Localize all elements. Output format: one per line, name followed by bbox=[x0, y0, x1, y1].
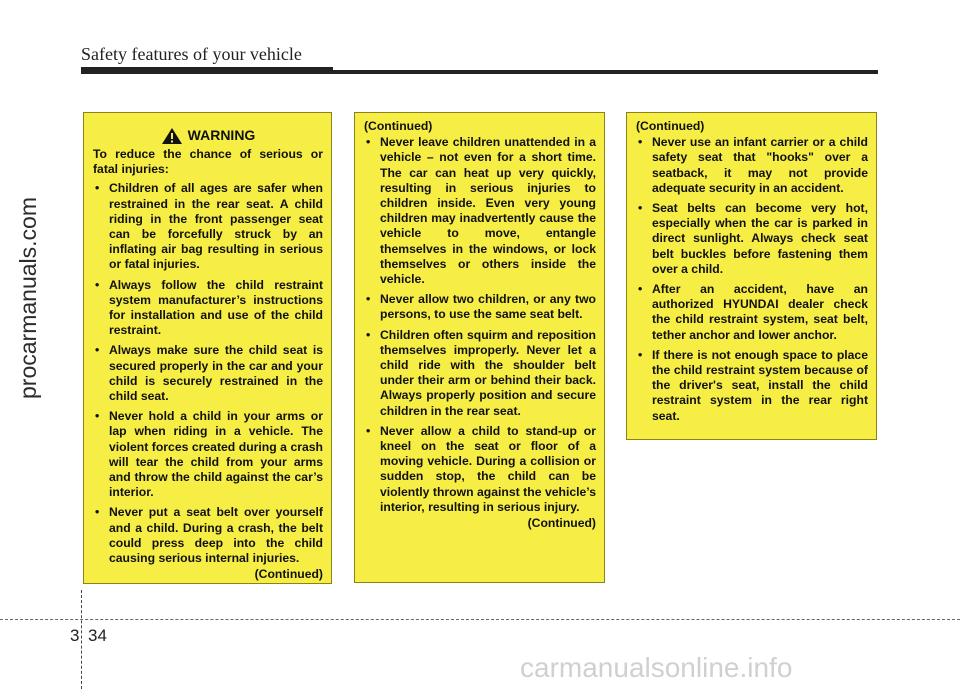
continued-top-label: (Continued) bbox=[364, 119, 433, 133]
side-watermark: procarmanuals.com bbox=[15, 197, 41, 399]
list-item: • Never allow two children, or any two persons, to use the same seat belt. bbox=[366, 292, 596, 322]
section-number: 3 bbox=[70, 626, 80, 645]
page-number: 34 bbox=[88, 626, 107, 645]
warning-panel-continued bbox=[354, 112, 605, 583]
list-item: • Seat belts can become very hot, especially when the car is parked in direct sunlight. Always check seat belt buckles before fastening them over a child. bbox=[638, 201, 868, 276]
list-item: • Never use an infant carrier or a child safety seat that "hooks" over a seatback, it may not provide adequate security in an accident. bbox=[638, 135, 868, 195]
list-item: • Always follow the child restraint system manufacturer’s instructions for installation and use of the child restraint. bbox=[95, 277, 323, 338]
list-item: • Children of all ages are safer when restrained in the rear seat. A child riding in the front passenger seat can be forcefully struck by an inflating air bag resulting in serious or fatal injuries. bbox=[95, 181, 323, 272]
list-item: • If there is not enough space to place the child restraint system because of the driver's seat, install the child restraint system in the rear right seat. bbox=[638, 347, 868, 423]
continued-top-label: (Continued) bbox=[636, 119, 705, 133]
warning-panel bbox=[83, 112, 332, 584]
warning-heading bbox=[93, 127, 323, 145]
bottom-watermark: carmanualsonline.info bbox=[520, 652, 793, 683]
warning-list bbox=[636, 135, 868, 424]
footer-rule bbox=[0, 619, 960, 620]
warning-list bbox=[93, 181, 323, 566]
warning-title: WARNING bbox=[187, 127, 256, 144]
continued-label: (Continued) bbox=[254, 567, 323, 582]
warning-panel-end bbox=[626, 112, 877, 440]
continued-label: (Continued) bbox=[527, 516, 596, 531]
list-item: • Never leave children unattended in a vehicle – not even for a short time. The car can heat up very quickly, resulting in serious injuries to children inside. Even very young children may inadvertently cause the vehicle to move, entangle themselves in the windows, or lock themselves or others inside the vehicle. bbox=[366, 135, 596, 287]
crop-guide-line bbox=[81, 590, 82, 689]
list-item: • Never allow a child to stand-up or kneel on the seat or floor of a moving vehicle. During a collision or sudden stop, the child can be violently thrown against the vehicle’s interior, resulting in serious injury. bbox=[366, 423, 596, 514]
list-item: • Always make sure the child seat is secured properly in the car and your child is securely restrained in the child seat. bbox=[95, 343, 323, 404]
list-item: • After an accident, have an authorized HYUNDAI dealer check the child restraint system, seat belt, tether anchor and lower anchor. bbox=[638, 282, 868, 342]
page-header-title: Safety features of your vehicle bbox=[81, 44, 302, 64]
warning-triangle-icon bbox=[161, 127, 183, 145]
warning-intro: To reduce the chance of serious or fatal injuries: bbox=[93, 147, 323, 177]
list-item: • Children often squirm and reposition themselves improperly. Never let a child ride with the shoulder belt under their arm or behind their back. Always properly position and secure children in the rear seat. bbox=[366, 327, 596, 418]
warning-list bbox=[364, 135, 596, 515]
header-rule-accent bbox=[81, 67, 333, 74]
list-item: • Never put a seat belt over yourself and a child. During a crash, the belt could press deep into the child causing serious internal injuries. bbox=[95, 505, 323, 566]
list-item: • Never hold a child in your arms or lap when riding in a vehicle. The violent forces created during a crash will tear the child from your arms and throw the child against the car’s interior. bbox=[95, 409, 323, 500]
